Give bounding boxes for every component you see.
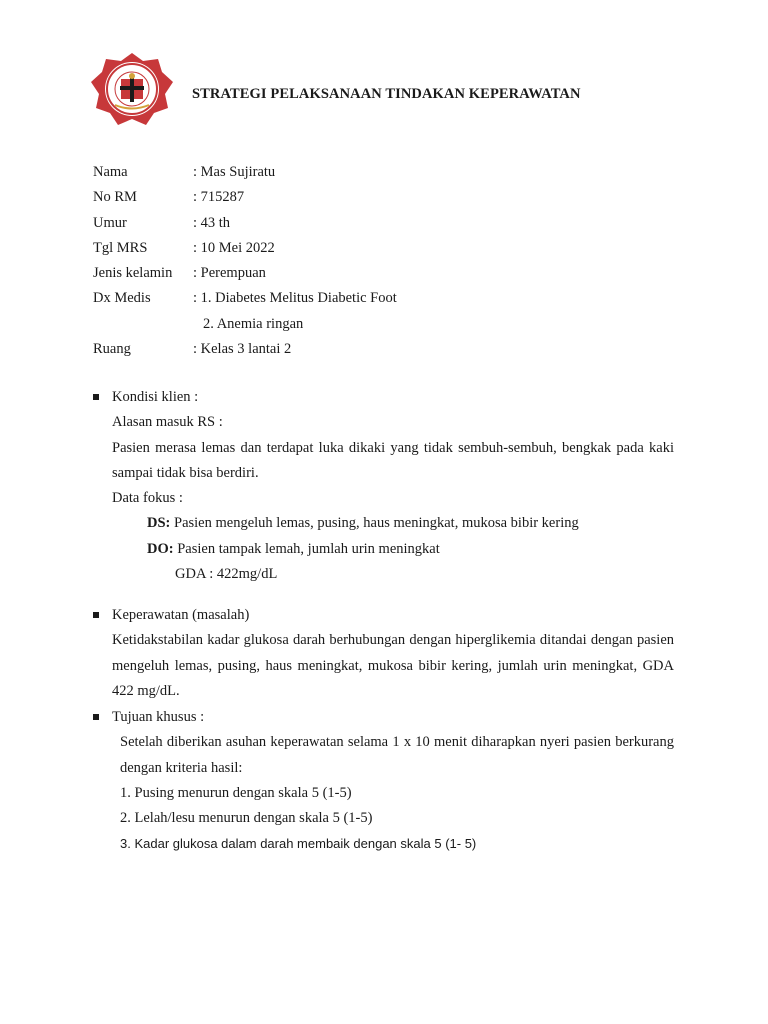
section-heading: Keperawatan (masalah) <box>112 607 250 623</box>
identity-value: : Perempuan <box>193 265 266 282</box>
section-heading: Kondisi klien : <box>112 389 199 405</box>
keperawatan-text: Ketidakstabilan kadar glukosa darah berhubungan dengan hiperglikemia ditandai dengan pasien mengeluh lemas, pusing, haus meningkat, mukosa bibir kering, jumlah urin meningkat, GDA 422 mg/dL. <box>112 632 674 699</box>
section-heading: Tujuan khusus : <box>112 709 205 725</box>
identity-value: : Kelas 3 lantai 2 <box>193 341 292 358</box>
alasan-label: Alasan masuk RS : <box>112 414 223 431</box>
do-line <box>112 537 674 562</box>
alasan-text: Pasien merasa lemas dan terdapat luka dikaki yang tidak sembuh-sembuh, bengkak pada kaki sampai tidak bisa berdiri. <box>112 439 674 481</box>
identity-value: : 10 Mei 2022 <box>193 239 275 256</box>
section-kondisi <box>112 385 674 587</box>
section-keperawatan <box>112 603 674 704</box>
tujuan-text: Setelah diberikan asuhan keperawatan selama 1 x 10 menit diharapkan nyeri pasien berkurang dengan kriteria hasil: <box>120 734 674 776</box>
identity-label: Umur <box>93 214 127 231</box>
identity-label: Jenis kelamin <box>93 265 173 282</box>
identity-label: Nama <box>93 164 128 180</box>
ds-text: Pasien mengeluh lemas, pusing, haus meningkat, mukosa bibir kering <box>170 515 579 532</box>
ds-label: DS: <box>147 515 171 532</box>
do-label: DO: <box>147 540 174 557</box>
bullet-icon <box>93 714 99 720</box>
document-title: STRATEGI PELAKSANAAN TINDAKAN KEPERAWATAN <box>192 86 581 102</box>
identity-label: Ruang <box>93 341 131 358</box>
criteria-item: 2. Lelah/lesu menurun dengan skala 5 (1-5) <box>120 810 373 827</box>
identity-value: : Mas Sujiratu <box>193 164 276 180</box>
identity-value: 2. Anemia ringan <box>203 315 304 332</box>
identity-value: : 43 th <box>193 214 231 231</box>
ds-line <box>112 511 674 536</box>
identity-value: : 715287 <box>193 189 245 206</box>
bullet-icon <box>93 394 99 400</box>
institution-logo <box>90 52 174 126</box>
do-text: Pasien tampak lemah, jumlah urin meningkat <box>173 540 440 557</box>
bullet-icon <box>93 612 99 618</box>
data-fokus-label: Data fokus : <box>112 490 183 507</box>
gda-line: GDA : 422mg/dL <box>175 566 278 583</box>
identity-label: No RM <box>93 189 137 206</box>
identity-label: Dx Medis <box>93 290 151 307</box>
section-tujuan <box>112 705 674 857</box>
identity-value: : 1. Diabetes Melitus Diabetic Foot <box>193 290 397 307</box>
criteria-item: 3. Kadar glukosa dalam darah membaik dengan skala 5 (1- 5) <box>120 836 477 852</box>
criteria-item: 1. Pusing menurun dengan skala 5 (1-5) <box>120 784 352 801</box>
identity-label: Tgl MRS <box>93 239 148 256</box>
